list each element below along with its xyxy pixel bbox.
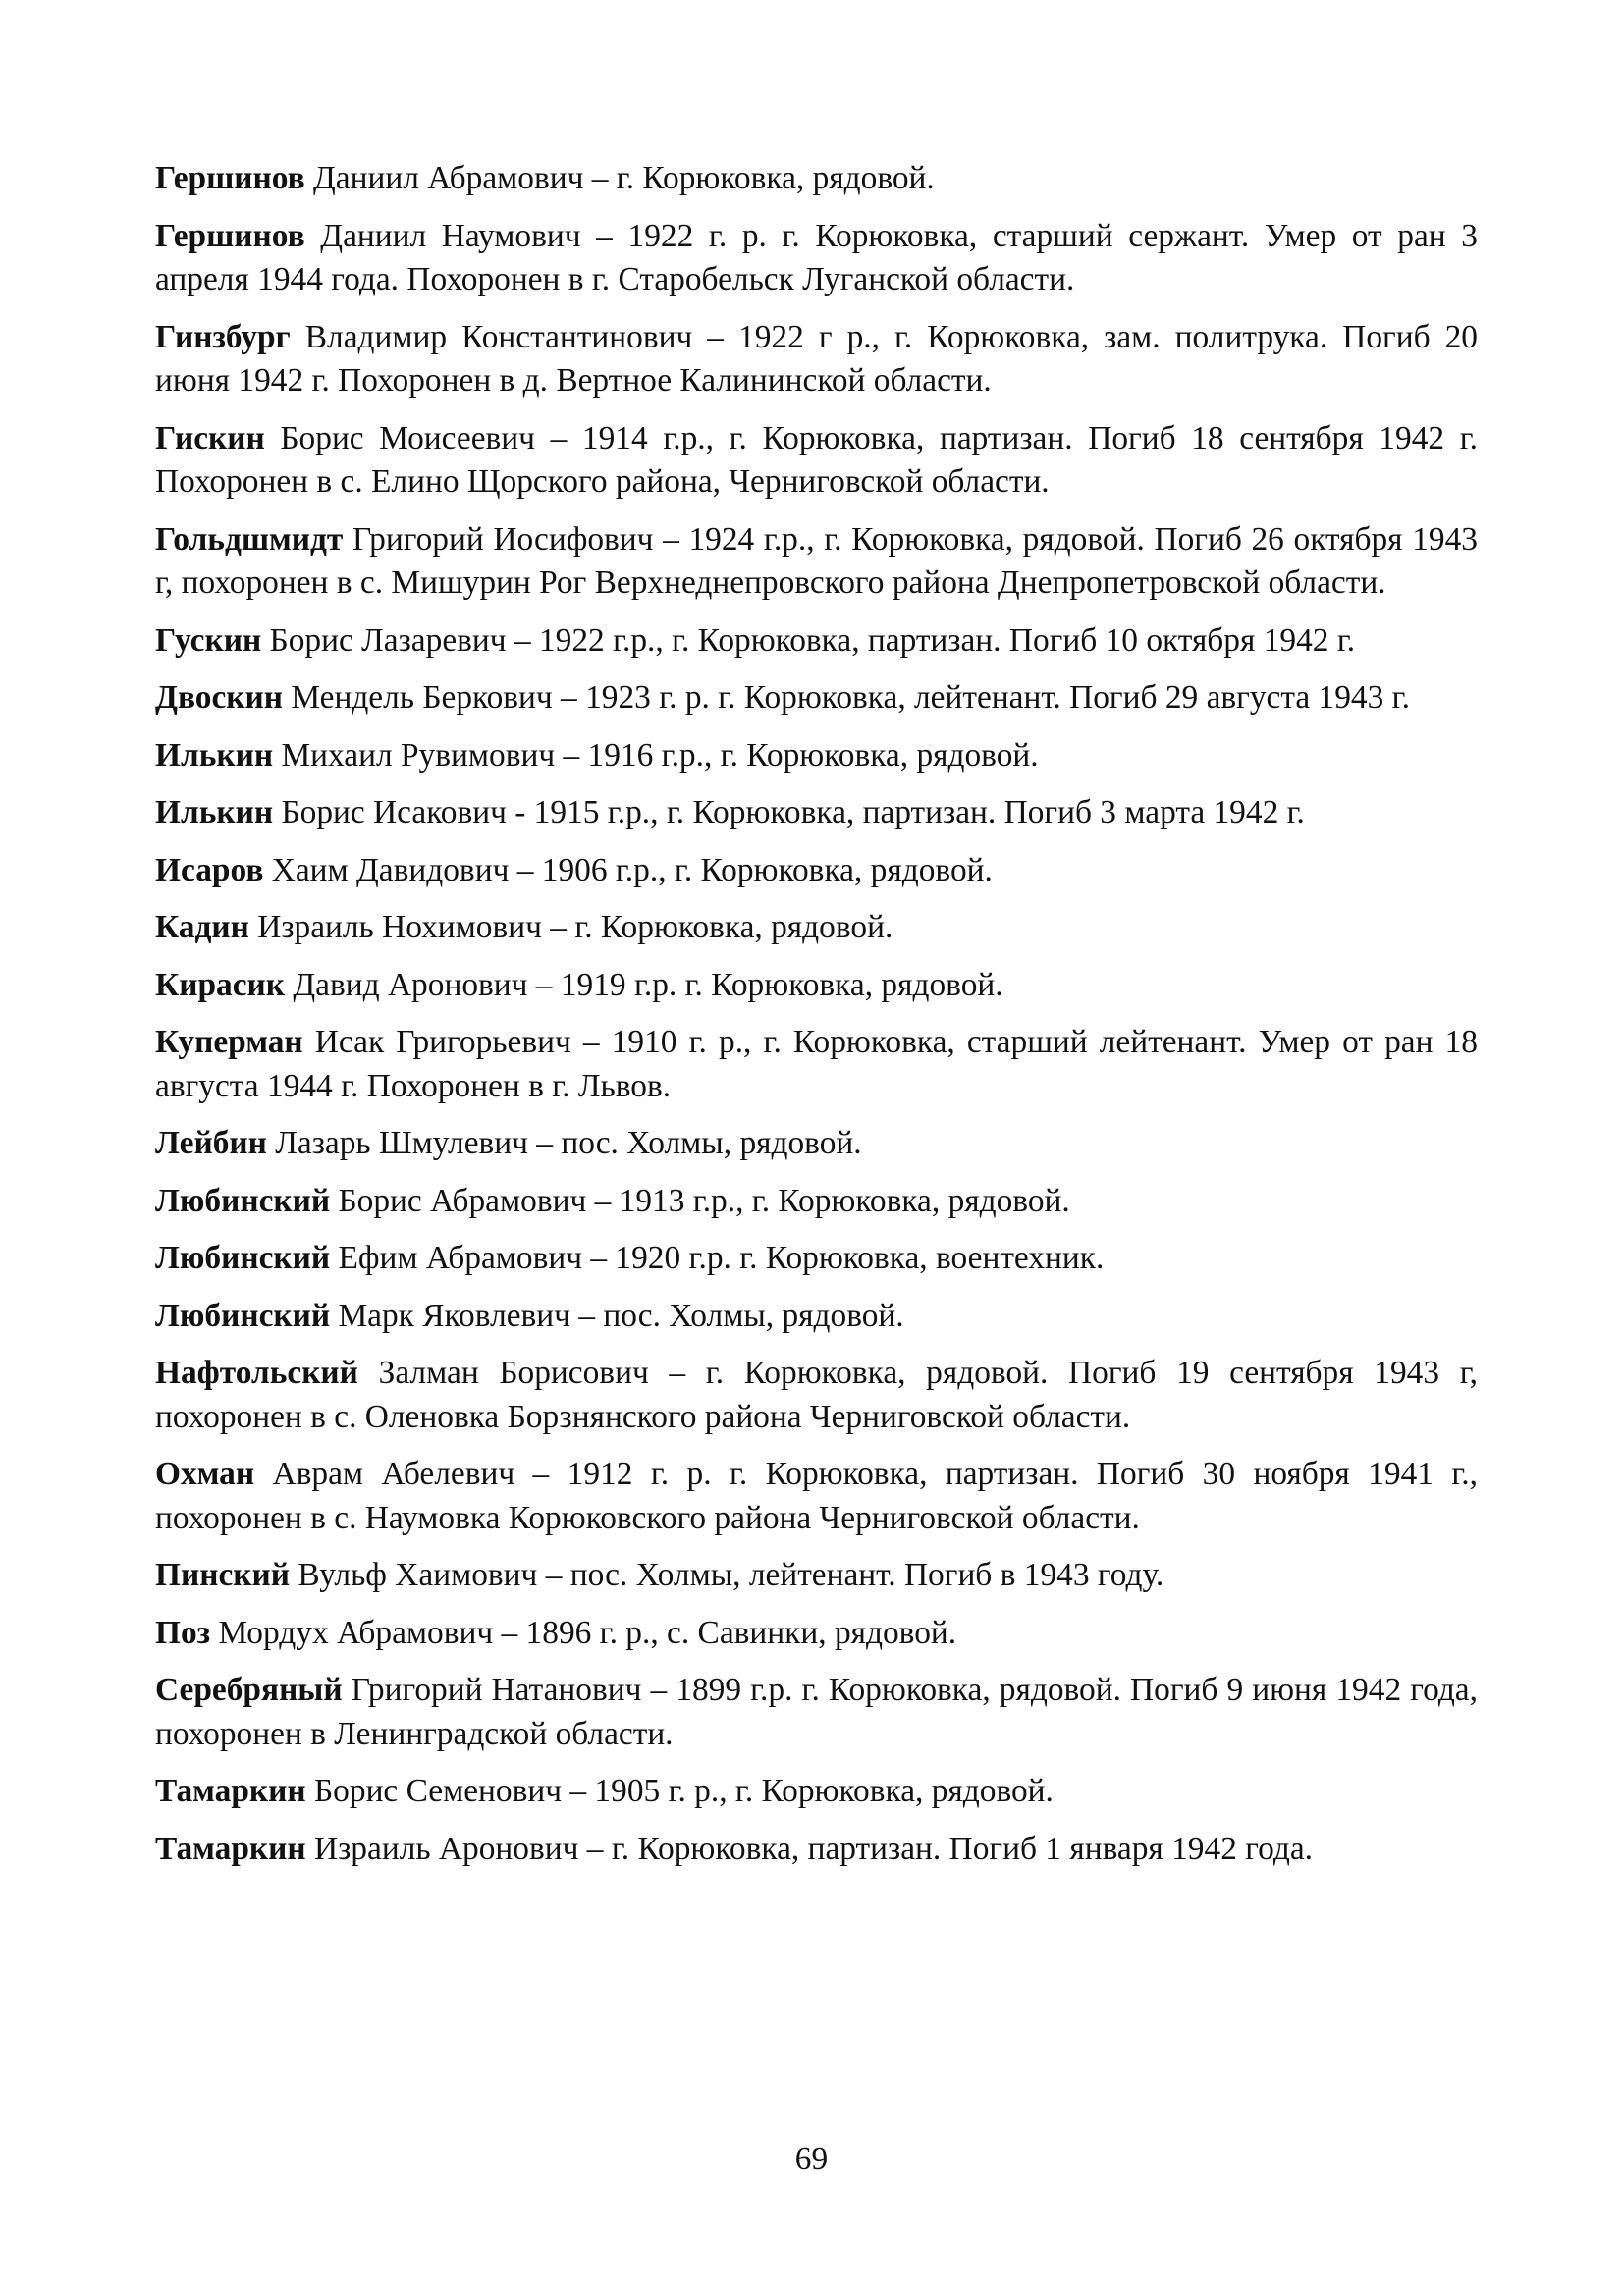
- entry-surname: Тамаркин: [155, 1830, 306, 1867]
- entry-surname: Кирасик: [155, 966, 286, 1003]
- entry-text: Хаим Давидович – 1906 г.р., г. Корюковка, рядовой.: [271, 851, 993, 888]
- entry-text: Лазарь Шмулевич – пос. Холмы, рядовой.: [275, 1125, 862, 1161]
- entry-surname: Гершинов: [155, 217, 305, 254]
- entry-text: Владимир Константинович – 1922 г р., г. Корюковка, зам. политрука. Погиб 20 июня 1942 г. Похоронен в д. Вертное Калининской области.: [155, 318, 1478, 399]
- entry-text: Борис Абрамович – 1913 г.р., г. Корюковка, рядовой.: [338, 1182, 1070, 1219]
- entry: [155, 316, 1478, 403]
- entry-text: Ефим Абрамович – 1920 г.р. г. Корюковка, воентехник.: [338, 1240, 1105, 1276]
- page-number: 69: [794, 2141, 829, 2177]
- entry-text: Борис Исакович - 1915 г.р., г. Корюковка, партизан. Погиб 3 марта 1942 г.: [281, 794, 1305, 830]
- entry-text: Борис Лазаревич – 1922 г.р., г. Корюковка, партизан. Погиб 10 октября 1942 г.: [269, 621, 1356, 659]
- entry: [155, 619, 1478, 664]
- entry: [155, 1770, 1478, 1814]
- entry-text: Израиль Нохимович – г. Корюковка, рядовой.: [257, 909, 893, 945]
- entry: [155, 1237, 1478, 1281]
- entry: [155, 518, 1478, 606]
- entry: [155, 157, 1478, 201]
- entry-text: Михаил Рувимович – 1916 г.р., г. Корюковка, рядовой.: [281, 736, 1039, 774]
- entry-surname: Поз: [155, 1614, 211, 1651]
- entry-surname: Лейбин: [155, 1125, 267, 1161]
- entry-text: Борис Моисеевич – 1914 г.р., г. Корюковка, партизан. Погиб 18 сентября 1942 г. Похоронен в с. Елино Щорского района, Черниговской области.: [155, 419, 1478, 500]
- entry: [155, 215, 1478, 302]
- entry-surname: Куперман: [155, 1024, 303, 1060]
- entry-surname: Любинский: [155, 1182, 331, 1219]
- entry-surname: Любинский: [155, 1297, 331, 1334]
- entry-text: Исак Григорьевич – 1910 г. р., г. Корюковка, старший лейтенант. Умер от ран 18 августа 1944 г. Похоронен в г. Львов.: [155, 1024, 1478, 1104]
- entry: [155, 734, 1478, 778]
- entry-text: Григорий Натанович – 1899 г.р. г. Корюковка, рядовой. Погиб 9 июня 1942 года, похоронен в Ленинградской области.: [155, 1672, 1478, 1752]
- entry-text: Григорий Иосифович – 1924 г.р., г. Корюковка, рядовой. Погиб 26 октября 1943 г, похоронен в с. Мишурин Рог Верхнеднепровского района Днепропетровской области.: [155, 520, 1478, 601]
- entry-surname: Пинский: [155, 1557, 290, 1593]
- entry: [155, 1828, 1478, 1872]
- entry-text: Даниил Наумович – 1922 г. р. г. Корюковка, старший сержант. Умер от ран 3 апреля 1944 года. Похоронен в г. Старобельск Луганской области.: [155, 217, 1478, 297]
- entry: [155, 1021, 1478, 1108]
- entry-surname: Охман: [155, 1456, 255, 1492]
- entry-text: Залман Борисович – г. Корюковка, рядовой. Погиб 19 сентября 1943 г, похоронен в с. Оленовка Борзнянского района Черниговской области.: [155, 1355, 1478, 1435]
- entry: [155, 417, 1478, 505]
- entry-surname: Двоскин: [155, 679, 284, 716]
- entry-surname: Гершинов: [155, 160, 305, 196]
- entry-surname: Гискин: [155, 419, 265, 456]
- entry-text: Аврам Абелевич – 1912 г. р. г. Корюковка, партизан. Погиб 30 ноября 1941 г., похоронен в с. Наумовка Корюковского района Черниговской области.: [155, 1456, 1478, 1536]
- entry-surname: Нафтольский: [155, 1355, 358, 1391]
- entry-surname: Илькин: [155, 736, 274, 774]
- entry-surname: Гинзбург: [155, 318, 291, 355]
- entry-text: Вульф Хаимович – пос. Холмы, лейтенант. Погиб в 1943 году.: [298, 1557, 1164, 1593]
- entry: [155, 1122, 1478, 1166]
- entry-surname: Гольдшмидт: [155, 520, 344, 558]
- entry-text: Израиль Аронович – г. Корюковка, партизан. Погиб 1 января 1942 года.: [314, 1830, 1313, 1867]
- entry-surname: Илькин: [155, 794, 274, 830]
- entry-text: Давид Аронович – 1919 г.р. г. Корюковка, рядовой.: [293, 966, 1003, 1003]
- entry: [155, 906, 1478, 950]
- entry: [155, 1295, 1478, 1339]
- entry: [155, 676, 1478, 721]
- entry: [155, 1554, 1478, 1598]
- entry-surname: Кадин: [155, 909, 249, 945]
- entry-text: Мендель Беркович – 1923 г. р. г. Корюковка, лейтенант. Погиб 29 августа 1943 г.: [291, 679, 1410, 716]
- entry: [155, 1612, 1478, 1656]
- entry: [155, 1453, 1478, 1540]
- entry: [155, 1669, 1478, 1756]
- entry-text: Борис Семенович – 1905 г. р., г. Корюковка, рядовой.: [314, 1773, 1054, 1809]
- entry-surname: Гускин: [155, 621, 262, 659]
- entry: [155, 964, 1478, 1008]
- entry-surname: Серебряный: [155, 1672, 343, 1708]
- entry-surname: Любинский: [155, 1240, 331, 1276]
- entry-text: Даниил Абрамович – г. Корюковка, рядовой.: [313, 160, 935, 196]
- entry-surname: Тамаркин: [155, 1773, 306, 1809]
- entry: [155, 1352, 1478, 1439]
- entry-surname: Исаров: [155, 851, 264, 888]
- entry-text: Мордух Абрамович – 1896 г. р., с. Савинки, рядовой.: [218, 1614, 957, 1651]
- page-body: [155, 157, 1478, 1885]
- entry-text: Марк Яковлевич – пос. Холмы, рядовой.: [338, 1297, 904, 1334]
- entry: [155, 1180, 1478, 1224]
- entry: [155, 849, 1478, 893]
- entry: [155, 791, 1478, 835]
